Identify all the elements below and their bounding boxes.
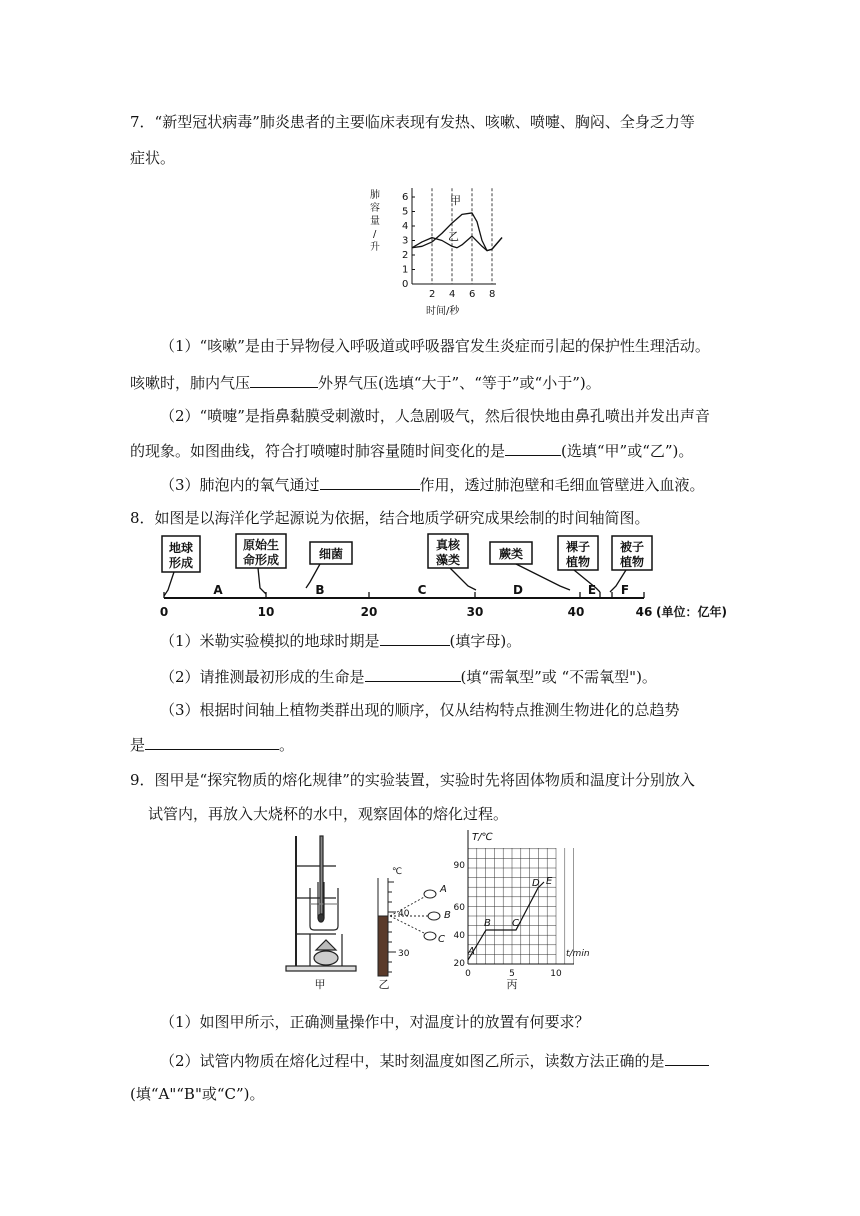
q8-p3-line1: （3）根据时间轴上植物类群出现的顺序，仅从结构特点推测生物进化的总趋势 [160,701,680,719]
q8-p3-line2 [130,734,294,755]
q9-p2-line1 [160,1050,709,1071]
timeline-letter: D [513,583,523,597]
timeline-event-label: 形成 [168,556,194,570]
chart-ylabel-char: 升 [370,242,380,253]
timeline-tick: 30 [466,605,484,619]
q7-p1-line2 [130,372,601,393]
chart-ytick: 5 [402,206,409,218]
timeline-event-label: 藻类 [435,553,461,567]
timeline-event-label: 蕨类 [498,547,524,561]
thermometer-tick: 40 [398,909,410,919]
answer-blank[interactable] [250,372,318,388]
timeline-unit: (单位：亿年) [656,605,727,619]
evolution-timeline [150,530,740,622]
q9-p1: （1）如图甲所示，正确测量操作中，对温度计的放置有何要求？ [160,1013,590,1031]
q8-p1-text-a: （1）米勒实验模拟的地球时期是 [160,632,380,650]
chart-ytick: 0 [402,279,409,290]
timeline-event-label: 地球 [168,541,194,555]
series-label-yi: 乙 [448,230,459,243]
timeline-event-label: 植物 [619,555,645,569]
timeline-event-label: 裸子 [565,540,591,554]
graph-ytick: 20 [453,959,465,969]
chart-xtick: 8 [489,289,496,300]
graph-xlabel: t/min [566,949,590,959]
chart-xtick: 4 [449,289,456,300]
chart-xlabel: 时间/秒 [426,306,460,317]
q8-stem: 8．如图是以海洋化学起源说为依据，结合地质学研究成果绘制的时间轴简图。 [130,509,650,527]
answer-blank[interactable] [505,440,561,456]
chart-ylabel-char: 容 [370,203,380,214]
timeline-letter: B [315,583,325,597]
timeline-tick: 40 [567,605,585,619]
timeline-letter: A [213,583,223,597]
graph-xtick: 5 [509,969,515,979]
answer-blank[interactable] [665,1050,709,1066]
q7-stem-line2: 症状。 [130,149,176,167]
timeline-tick: 10 [257,605,275,619]
q8-p2 [160,666,657,687]
graph-ytick: 60 [453,903,465,913]
timeline-tick: 46 [635,605,653,619]
q7-p1-line1: （1）“咳嗽”是由于异物侵入呼吸道或呼吸器官发生炎症而引起的保护性生理活动。 [160,337,710,355]
q9-p2-text: （2）试管内物质在熔化过程中，某时刻温度如图乙所示，读数方法正确的是 [160,1052,665,1070]
q7-p2-line2 [130,440,693,461]
timeline-letter: F [620,583,630,597]
answer-blank[interactable] [145,734,279,750]
label-yi: 乙 [378,978,390,991]
q8-p2-text-a: （2）请推测最初形成的生命是 [160,668,365,686]
chart-ytick: 6 [402,192,409,203]
chart-xtick: 6 [469,289,476,300]
q8-p2-text-b: (填“需氧型”或 “不需氧型")。 [460,668,657,686]
timeline-tick: 0 [159,605,169,619]
q7-p1-text-b: 外界气压(选填“大于”、“等于”或“小于”)。 [318,374,601,392]
graph-point-label: D [532,878,540,889]
eye-icon [424,932,436,940]
graph-point-label: A [468,946,475,957]
chart-ytick: 3 [402,235,409,247]
chart-xtick: 2 [429,289,436,300]
graph-ytick: 90 [453,861,465,871]
chart-ytick: 1 [402,264,409,276]
series-label-jia: 甲 [450,194,461,207]
q9-stem-line2: 试管内，再放入大烧杯的水中，观察固体的熔化过程。 [148,805,509,823]
chart-ytick: 2 [402,250,409,261]
timeline-event-label: 原始生 [242,538,280,552]
label-bing: 丙 [506,978,518,991]
eye-label: A [440,884,447,895]
timeline-tick: 20 [360,605,378,619]
graph-point-label: B [484,918,491,929]
q8-p3-text-a: 是 [130,736,146,754]
lung-volume-chart [368,184,508,318]
answer-blank[interactable] [380,630,450,646]
answer-blank[interactable] [365,666,461,682]
chart-ylabel-char: 肺 [370,190,380,201]
eye-label: B [444,910,451,921]
q8-p1-text-b: (填字母)。 [449,632,522,650]
q7-p1-text-a: 咳嗽时，肺内气压 [130,374,251,392]
q7-stem-line1: 7．“新型冠状病毒”肺炎患者的主要临床表现有发热、咳嗽、喷嚏、胸闷、全身乏力等 [130,113,695,131]
q7-p2-line1: （2）“喷嚏”是指鼻黏膜受刺激时，人急剧吸气，然后很快地由鼻孔喷出并发出声音 [160,407,710,425]
timeline-event-label: 真核 [435,538,461,552]
eye-icon [424,890,436,898]
timeline-letter: C [417,583,427,597]
timeline-event-label: 命形成 [242,553,280,567]
timeline-event-label: 细菌 [318,547,344,561]
melting-experiment-figure [280,826,600,992]
label-jia: 甲 [314,978,326,991]
graph-ytick: 40 [453,931,465,941]
graph-point-label: E [546,876,553,887]
q7-p3 [160,474,705,495]
answer-blank[interactable] [320,474,420,490]
eye-icon [428,912,440,920]
q7-p3-text-b: 作用，透过肺泡壁和毛细血管壁进入血液。 [419,476,705,494]
q8-p3-text-b: 。 [279,736,295,754]
graph-point-label: C [512,918,519,929]
q7-p3-text-a: （3）肺泡内的氧气通过 [160,476,320,494]
graph-xtick: 0 [465,969,471,979]
graph-ylabel: T/℃ [472,832,493,843]
melting-curve [468,882,544,960]
chart-ylabel-char: 量 [370,216,380,227]
chart-ytick: 4 [402,221,409,232]
q9-stem-line1: 9．图甲是“探究物质的熔化规律”的实验装置，实验时先将固体物质和温度计分别放入 [130,771,695,789]
thermometer-unit: ℃ [392,867,403,877]
chart-ylabel-char: / [373,229,377,240]
timeline-event-label: 植物 [565,555,591,569]
graph-xtick: 10 [550,969,562,979]
q8-p1 [160,630,521,651]
q7-p2-text-a: 的现象。如图曲线，符合打喷嚏时肺容量随时间变化的是 [130,442,506,460]
timeline-letter: E [587,583,597,597]
q9-p2-line2: (填“A"“B"或“C”)。 [130,1085,265,1103]
thermometer-tick: 30 [398,949,410,959]
timeline-event-label: 被子 [619,540,645,554]
q7-p2-text-b: (选填“甲”或“乙”)。 [561,442,694,460]
eye-label: C [438,934,445,945]
